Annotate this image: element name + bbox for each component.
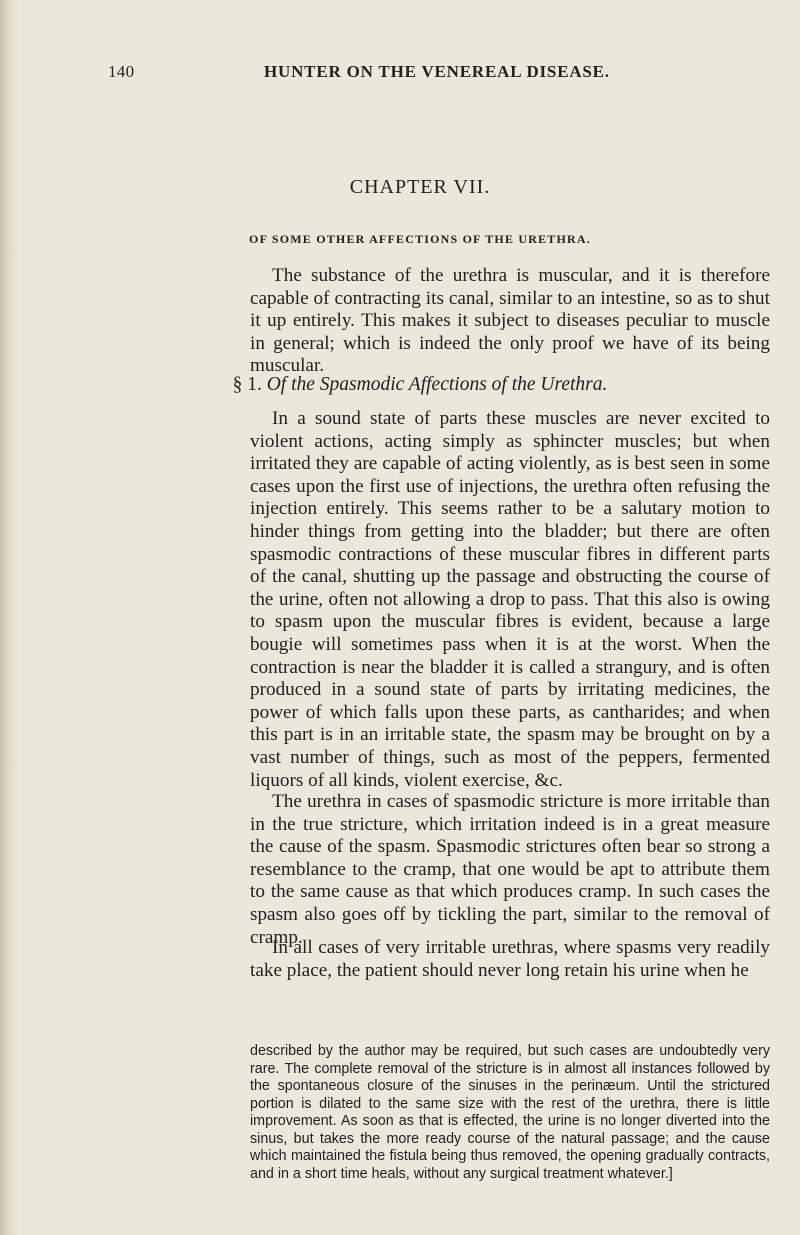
- body-paragraph: In all cases of very irritable urethras, where spasms very readily take place, the patient should never long retain his urine when he: [250, 937, 770, 981]
- intro-paragraph: The substance of the urethra is muscular, and it is therefore capable of contracting its canal, similar to an intestine, so as to shut it up entirely. This makes it subject to diseases peculiar to muscle in general; which is indeed the only proof we have of its being muscular.: [250, 265, 770, 377]
- chapter-title: CHAPTER VII.: [349, 176, 491, 198]
- section-heading: [0, 374, 800, 396]
- running-head: [108, 62, 634, 84]
- body-paragraph: In a sound state of parts these muscles are never excited to violent actions, acting simply as sphincter muscles; but when irritated they are capable of acting violently, as is best seen in some cases upon the first use of injections, the urethra often refusing the injection entirely. This seems rather to be a salutary motion to hinder things from getting into the bladder; but there are often spasmodic contractions of these muscular fibres in different parts of the canal, shutting up the passage and obstructing the course of the urine, often not allowing a drop to pass. That this also is owing to spasm upon the muscular fibres is evident, because a large bougie will sometimes pass when it is at the worst. When the contraction is near the bladder it is called a strangury, and is often produced in a sound state of parts by irritating medicines, the power of which falls upon these parts, as cantharides; and when this part is in an irritable state, the spasm may be brought on by a vast number of things, such as most of the peppers, fermented liquors of all kinds, violent exercise, &c.: [250, 408, 770, 791]
- chapter-subtitle: OF SOME OTHER AFFECTIONS OF THE URETHRA.: [249, 232, 591, 246]
- running-title: HUNTER ON THE VENEREAL DISEASE.: [264, 62, 610, 81]
- page-number: 140: [108, 62, 135, 81]
- section-number: § 1.: [232, 374, 262, 395]
- body-paragraph: The urethra in cases of spasmodic stricture is more irritable than in the true stricture, which irritation indeed is in a great measure the cause of the spasm. Spasmodic strictures often bear so strong a resemblance to the cramp, that one would be apt to attribute them to the same cause as that which produces cramp. In such cases the spasm also goes off by tickling the part, similar to the removal of cramp.: [250, 791, 770, 948]
- section-title: Of the Spasmodic Affections of the Urethra.: [266, 374, 608, 395]
- footnote: described by the author may be required, but such cases are undoubtedly very rare. The complete removal of the stricture is in almost all instances followed by the spontaneous closure of the sinuses in the perinæum. Until the strictured portion is dilated to the same size with the rest of the urethra, there is little improvement. As soon as that is effected, the urine is no longer diverted into the sinus, but takes the more ready course of the natural passage; and the cause which maintained the fistula being thus removed, the opening gradually contracts, and in a short time heals, without any surgical treatment whatever.]: [250, 1043, 770, 1182]
